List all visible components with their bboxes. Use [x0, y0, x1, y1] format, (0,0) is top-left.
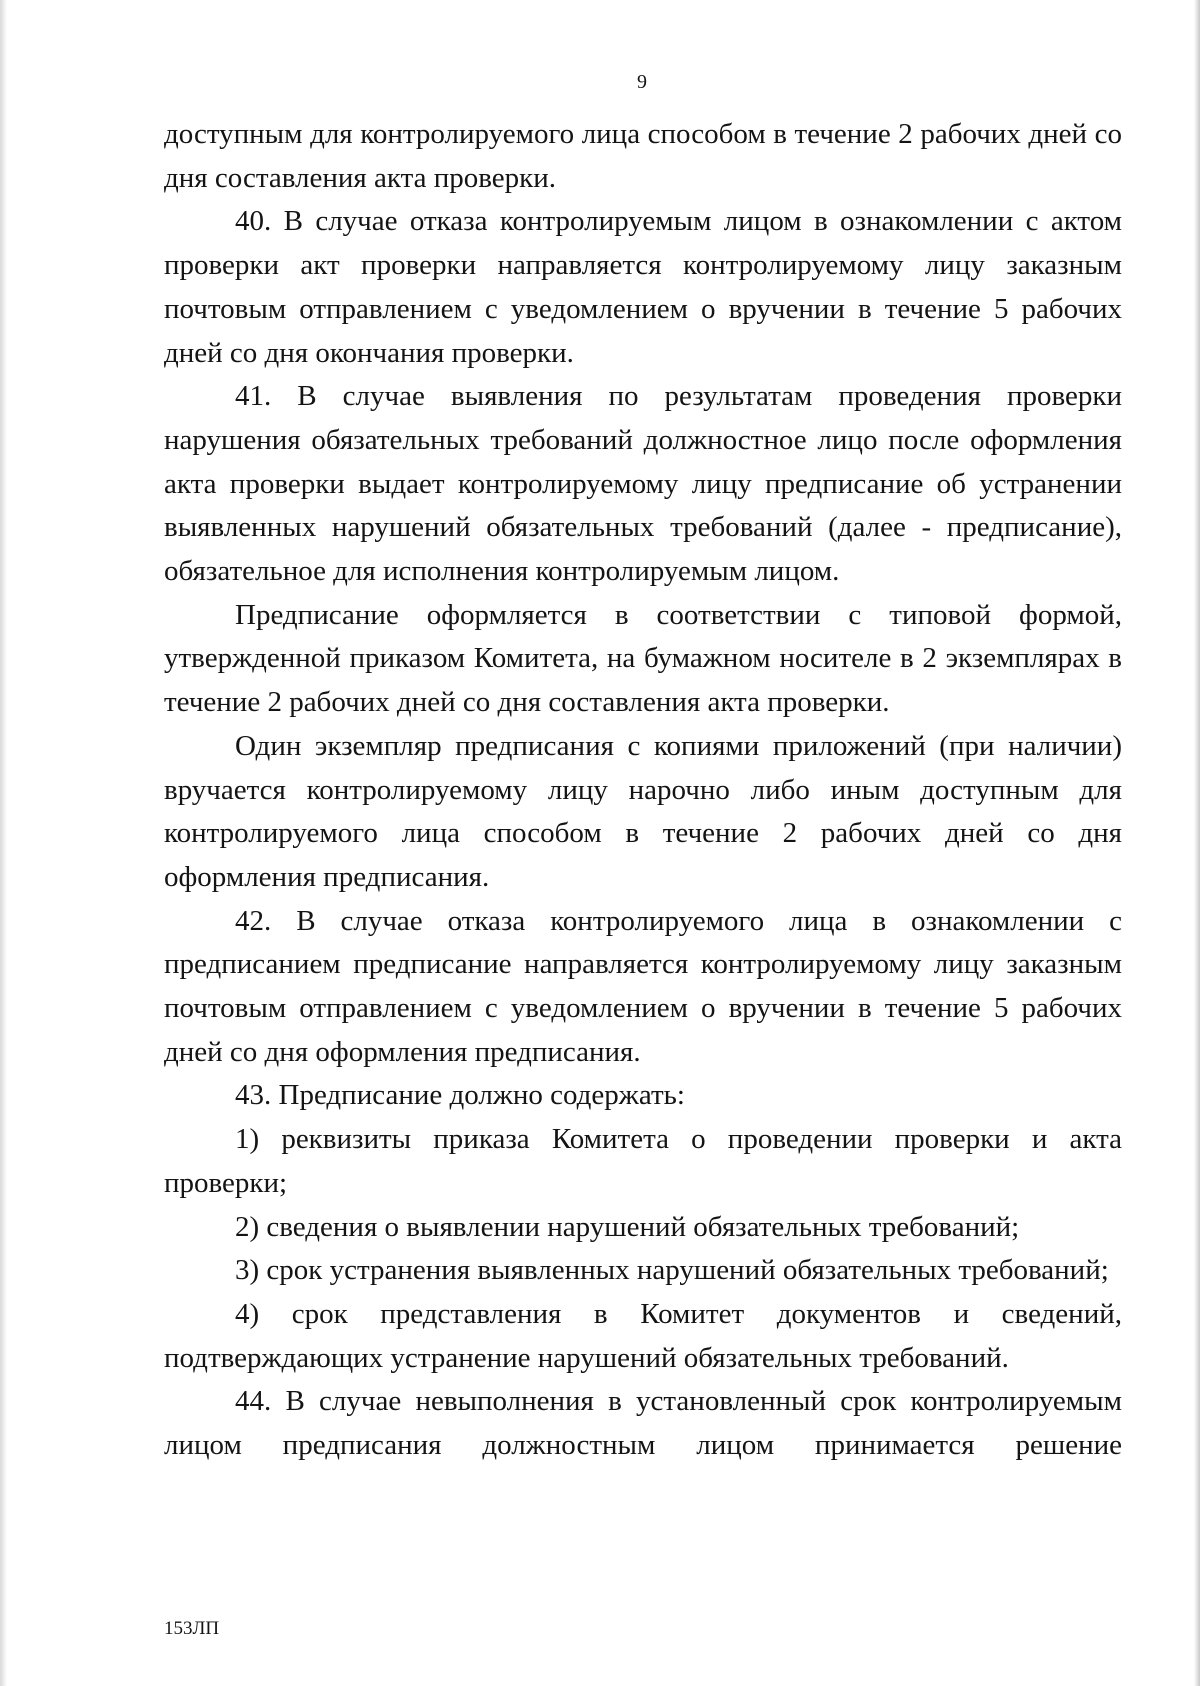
list-item-4: 4) срок представления в Комитет документов и сведений, подтверждающих устранение нарушений обязательных требований. [164, 1297, 1122, 1374]
paragraph-item-42: 42. В случае отказа контролируемого лица в ознакомлении с предписанием предписание направляется контролируемому лицу заказным почтовым отправлением с уведомлением о вручении в течение 5 рабочих дней со дня оформления предписания. [164, 904, 1122, 1068]
list-item-3: 3) срок устранения выявленных нарушений обязательных требований; [235, 1254, 1109, 1287]
page-number: 9 [637, 71, 647, 93]
paragraph-item-44: 44. В случае невыполнения в установленный срок контролируемым лицом предписания должностным лицом принимается решение [164, 1385, 1122, 1462]
page-edge-right [1194, 0, 1200, 1686]
document-body [164, 113, 1122, 1468]
page-edge-left [0, 0, 7, 1686]
document-code: 153ЛП [164, 1618, 220, 1639]
paragraph-prescription-form: Предписание оформляется в соответствии с типовой формой, утвержденной приказом Комитета, на бумажном носителе в 2 экземплярах в течение 2 рабочих дней со дня составления акта проверки. [164, 598, 1122, 719]
paragraph-continuation: доступным для контролируемого лица способом в течение 2 рабочих дней со дня составления акта проверки. [164, 118, 1122, 194]
paragraph-item-43: 43. Предписание должно содержать: [235, 1079, 685, 1112]
list-item-1: 1) реквизиты приказа Комитета о проведении проверки и акта проверки; [164, 1123, 1122, 1199]
paragraph-item-41: 41. В случае выявления по результатам проведения проверки нарушения обязательных требований должностное лицо после оформления акта проверки выдает контролируемому лицу предписание об устранении выявленных нарушений обязательных требований (далее - предписание), обязательное для исполнения контролируемым лицом. [164, 380, 1122, 588]
paragraph-item-40: 40. В случае отказа контролируемым лицом в ознакомлении с актом проверки акт проверки направляется контролируемому лицу заказным почтовым отправлением с уведомлением о вручении в течение 5 рабочих дней со дня окончания проверки. [164, 205, 1122, 369]
list-item-2: 2) сведения о выявлении нарушений обязательных требований; [235, 1210, 1020, 1243]
paragraph-prescription-copy: Один экземпляр предписания с копиями приложений (при наличии) вручается контролируемому лицу нарочно либо иным доступным для контролируемого лица способом в течение 2 рабочих дней со дня оформления предписания. [164, 729, 1122, 893]
